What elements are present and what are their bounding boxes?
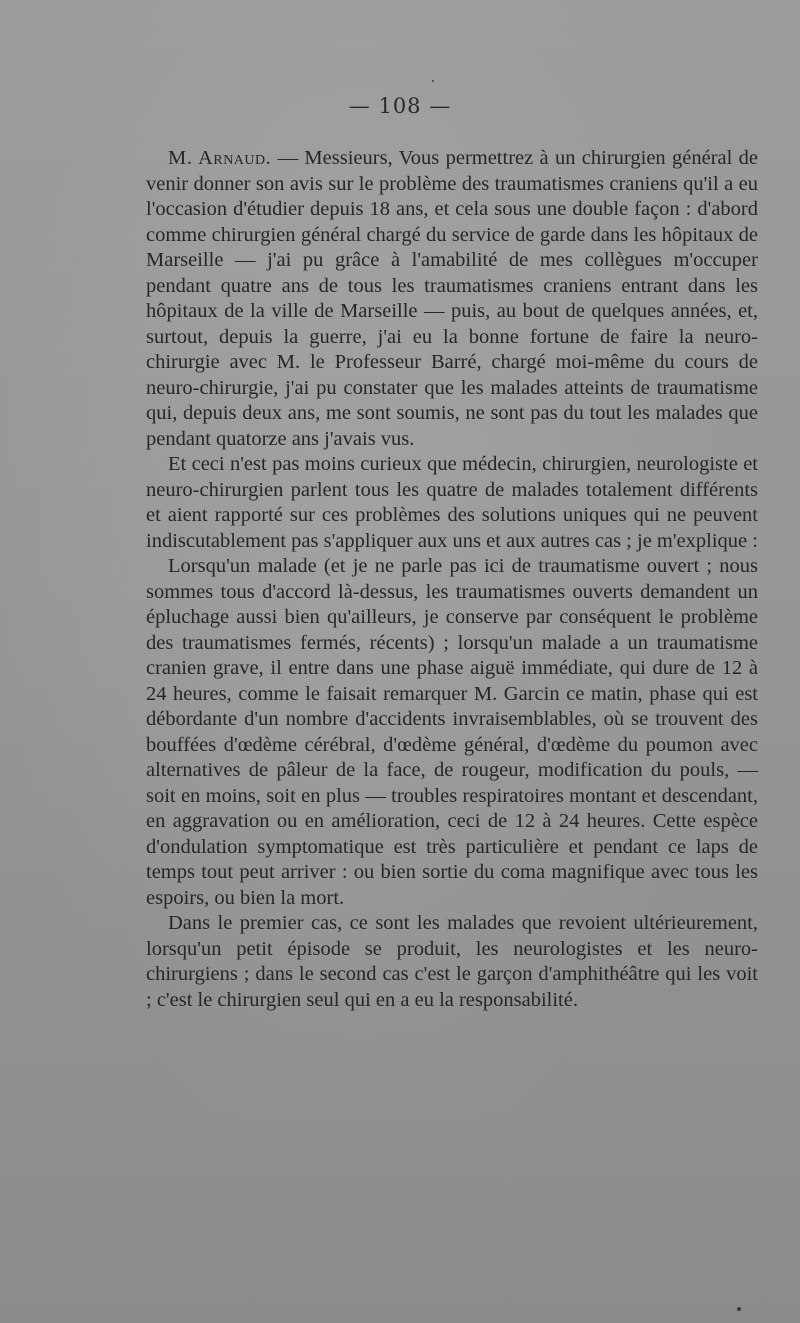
paragraph-3: Lorsqu'un malade (et je ne parle pas ici de traumatisme ouvert ; nous sommes tous d'accord là-dessus, les traumatismes ouverts demandent un épluchage aussi bien qu'ailleurs, je conserve par conséquent le problème des traumatismes fermés, récents) ; lorsqu'un malade a un traumatisme cranien grave, il entre dans une phase aiguë immédiate, qui dure de 12 à 24 heures, comme le faisait remarquer M. Garcin ce matin, phase qui est débordante d'un nombre d'accidents invraisemblables, où se trouvent des bouffées d'œdème cérébral, d'œdème général, d'œdème du poumon avec alternatives de pâleur de la face, de rougeur, modification du pouls, — soit en moins, soit en plus — troubles respiratoires montant et descendant, en aggravation ou en amélioration, ceci de 12 à 24 heures. Cette espèce d'ondulation symptomatique est très particulière et pendant ce laps de temps tout peut arriver : ou bien sortie du coma magnifique avec tous les espoirs, ou bien la mort. (146, 555, 758, 909)
speaker-name: M. Arnaud. (168, 147, 272, 169)
page-number: — 108 — (348, 94, 452, 118)
body-text (146, 146, 758, 1013)
paragraph-4: Dans le premier cas, ce sont les malades que revoient ultérieurement, lorsqu'un petit épisode se produit, les neurologistes et les neuro-chirurgiens ; dans le second cas c'est le garçon d'amphithéâtre qui les voit ; c'est le chirurgien seul qui en a eu la responsabilité. (146, 912, 758, 1011)
paper-speck (737, 1307, 741, 1311)
paper-speck (432, 80, 434, 82)
paragraph-1-text: — Messieurs, Vous permettrez à un chirurgien général de venir donner son avis sur le problème des traumatismes craniens qu'il a eu l'occasion d'étudier depuis 18 ans, et cela sous une double façon : d'abord comme chirurgien général chargé du service de garde dans les hôpitaux de Marseille — j'ai pu grâce à l'amabilité de mes collègues m'occuper pendant quatre ans de tous les traumatismes craniens entrant dans les hôpitaux de la ville de Marseille — puis, au bout de quelques années, et, surtout, depuis la guerre, j'ai eu la bonne fortune de faire la neuro-chirurgie avec M. le Professeur Barré, chargé moi-même du cours de neuro-chirurgie, j'ai pu constater que les malades atteints de traumatisme qui, depuis deux ans, me sont soumis, ne sont pas du tout les malades que pendant quatorze ans j'avais vus. (146, 147, 758, 450)
paragraph-2: Et ceci n'est pas moins curieux que médecin, chirurgien, neurologiste et neuro-chirurgien parlent tous les quatre de malades totalement différents et aient rapporté sur ces problèmes des solutions uniques qui ne peuvent indiscutablement pas s'appliquer aux uns et aux autres cas ; je m'explique : (146, 453, 758, 552)
paragraph-1 (146, 146, 758, 452)
